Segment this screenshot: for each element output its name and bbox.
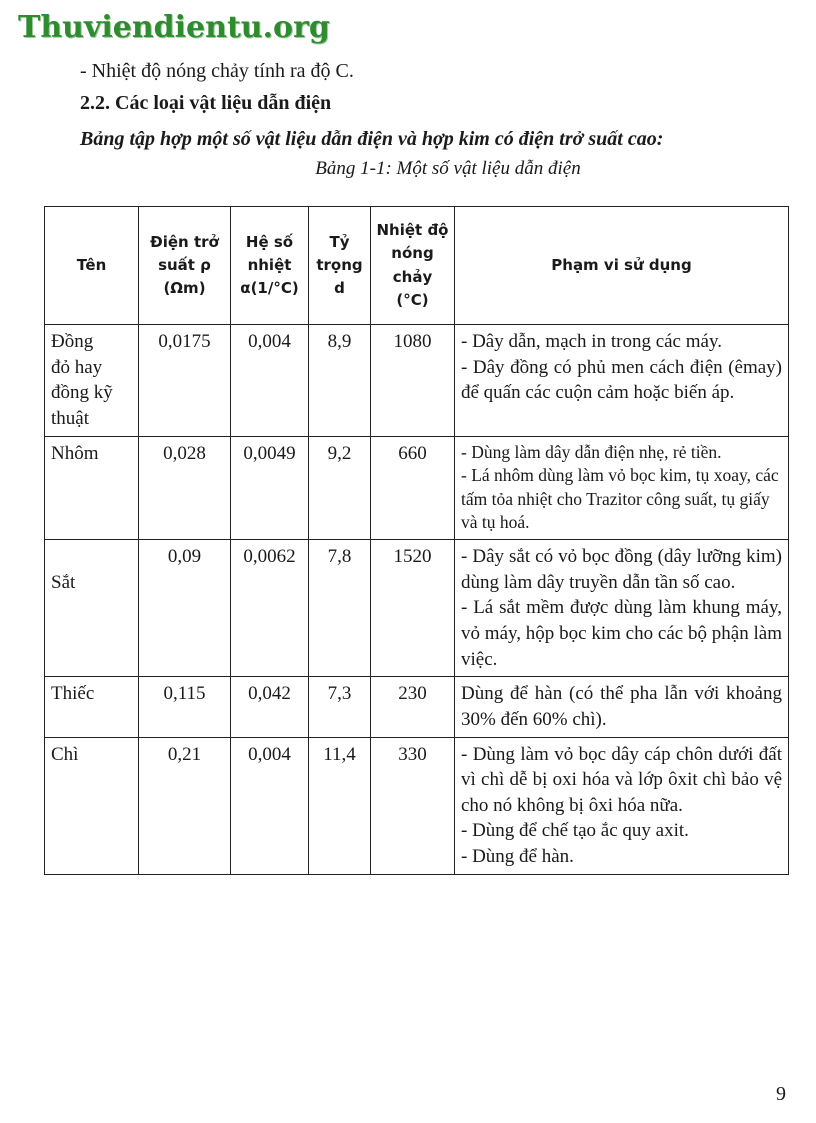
table-row xyxy=(45,436,789,540)
cell-coefficient: 0,004 xyxy=(231,737,309,874)
cell-melting: 330 xyxy=(371,737,455,874)
cell-resistivity: 0,028 xyxy=(139,436,231,540)
cell-melting: 230 xyxy=(371,677,455,737)
cell-density: 9,2 xyxy=(309,436,371,540)
materials-table xyxy=(44,206,789,875)
cell-usage: - Dây dẫn, mạch in trong các máy. - Dây đồng có phủ men cách điện (êmay) để quấn các cuộn cảm hoặc biến áp. xyxy=(455,325,789,437)
cell-melting: 1520 xyxy=(371,540,455,677)
table-row xyxy=(45,677,789,737)
cell-density: 7,3 xyxy=(309,677,371,737)
header-density: Tỷ trọng d xyxy=(309,207,371,325)
cell-name: Nhôm xyxy=(45,436,139,540)
cell-resistivity: 0,21 xyxy=(139,737,231,874)
cell-density: 8,9 xyxy=(309,325,371,437)
cell-melting: 1080 xyxy=(371,325,455,437)
header-resistivity: Điện trở suất ρ (Ωm) xyxy=(139,207,231,325)
table-row xyxy=(45,325,789,437)
cell-resistivity: 0,115 xyxy=(139,677,231,737)
header-melting: Nhiệt độ nóng chảy (°C) xyxy=(371,207,455,325)
table-intro: Bảng tập hợp một số vật liệu dẫn điện và hợp kim có điện trở suất cao: xyxy=(80,128,664,150)
cell-resistivity: 0,0175 xyxy=(139,325,231,437)
cell-usage: Dùng để hàn (có thể pha lẫn với khoảng 30% đến 60% chì). xyxy=(455,677,789,737)
cell-coefficient: 0,0049 xyxy=(231,436,309,540)
cell-name: Đồng đỏ hay đồng kỹ thuật xyxy=(45,325,139,437)
cell-name: Thiếc xyxy=(45,677,139,737)
header-usage: Phạm vi sử dụng xyxy=(455,207,789,325)
table-header-row xyxy=(45,207,789,325)
section-heading: 2.2. Các loại vật liệu dẫn điện xyxy=(80,92,332,114)
watermark-logo: Thuviendientu.org xyxy=(18,10,330,45)
cell-density: 7,8 xyxy=(309,540,371,677)
table-caption: Bảng 1-1: Một số vật liệu dẫn điện xyxy=(315,158,581,179)
table-row xyxy=(45,540,789,677)
cell-name: Chì xyxy=(45,737,139,874)
cell-usage: - Dùng làm dây dẫn điện nhẹ, rẻ tiền. - Lá nhôm dùng làm vỏ bọc kim, tụ xoay, các tấm tỏa nhiệt cho Trazitor công suất, tụ giấy và tụ hoá. xyxy=(455,436,789,540)
cell-density: 11,4 xyxy=(309,737,371,874)
intro-line: - Nhiệt độ nóng chảy tính ra độ C. xyxy=(80,60,354,82)
page-number: 9 xyxy=(776,1083,786,1105)
cell-melting: 660 xyxy=(371,436,455,540)
cell-coefficient: 0,004 xyxy=(231,325,309,437)
header-name: Tên xyxy=(45,207,139,325)
header-coefficient: Hệ số nhiệt α(1/°C) xyxy=(231,207,309,325)
table-row xyxy=(45,737,789,874)
cell-name: Sắt xyxy=(45,540,139,677)
cell-coefficient: 0,042 xyxy=(231,677,309,737)
cell-usage: - Dùng làm vỏ bọc dây cáp chôn dưới đất vì chì dễ bị oxi hóa và lớp ôxit chì bảo vệ cho nó không bị ôxi hóa nữa. - Dùng để chế tạo ắc quy axit. - Dùng để hàn. xyxy=(455,737,789,874)
cell-resistivity: 0,09 xyxy=(139,540,231,677)
cell-coefficient: 0,0062 xyxy=(231,540,309,677)
cell-usage: - Dây sắt có vỏ bọc đồng (dây lưỡng kim) dùng làm dây truyền dẫn tần số cao. - Lá sắt mềm được dùng làm khung máy, vỏ máy, hộp bọc kim cho các bộ phận làm việc. xyxy=(455,540,789,677)
